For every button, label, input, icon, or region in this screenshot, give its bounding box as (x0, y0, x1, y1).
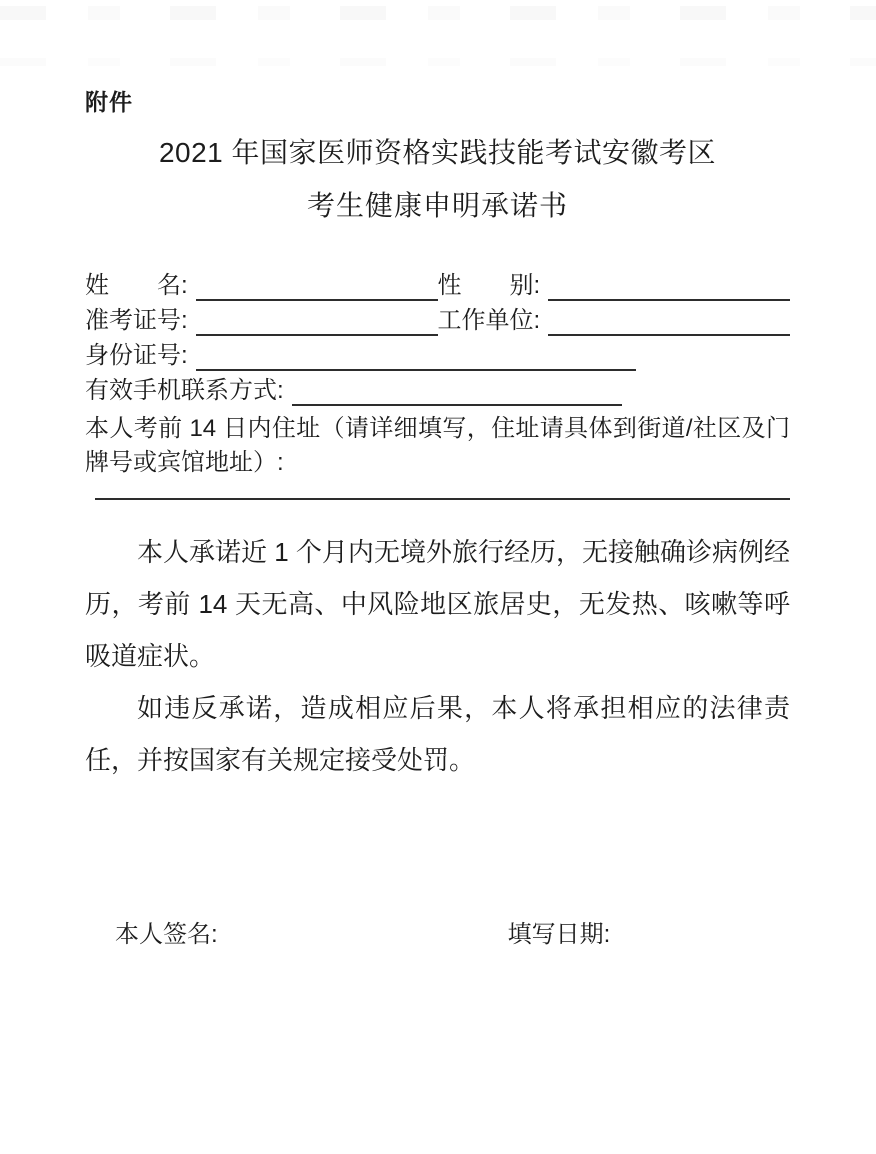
id-no-label: 身份证号: (85, 342, 188, 369)
name-blank-field (196, 273, 438, 301)
admission-no-blank-field (196, 308, 438, 336)
name-label: 姓 名: (85, 272, 188, 299)
document-title-line1: 2021 年国家医师资格实践技能考试安徽考区 (158, 137, 717, 168)
work-unit-blank-field (548, 308, 790, 336)
address-blank-field (95, 498, 790, 500)
fill-date-label: 填写日期: (507, 921, 611, 948)
admission-no-label: 准考证号: (85, 307, 188, 334)
gender-blank-field (548, 273, 790, 301)
form-row-admission-workunit (85, 301, 790, 336)
attachment-label: 附件 (85, 89, 133, 115)
form-row-phone (85, 371, 790, 406)
address-label: 本人考前 14 日内住址（请详细填写，住址请具体到街道/社区及门牌号或宾馆地址）: (85, 415, 790, 476)
signature-row (85, 914, 790, 949)
commitment-text (85, 526, 790, 786)
form-row-name-gender (85, 266, 790, 301)
commitment-paragraph-1: 本人承诺近 1 个月内无境外旅行经历，无接触确诊病例经历，考前 14 天无高、中风险地区旅居史，无发热、咳嗽等呼吸道症状。 (85, 537, 790, 671)
signature-label: 本人签名: (115, 921, 218, 948)
document-title-line2: 考生健康申明承诺书 (306, 190, 568, 221)
id-no-blank-field (196, 343, 636, 371)
work-unit-label: 工作单位: (437, 307, 541, 334)
form-row-id-number (85, 336, 790, 371)
form-fields (85, 266, 790, 500)
gender-label: 性 别: (437, 272, 541, 299)
phone-label: 有效手机联系方式: (85, 377, 284, 404)
phone-blank-field (292, 378, 622, 406)
commitment-paragraph-2: 如违反承诺，造成相应后果，本人将承担相应的法律责任，并按国家有关规定接受处罚。 (85, 693, 790, 775)
